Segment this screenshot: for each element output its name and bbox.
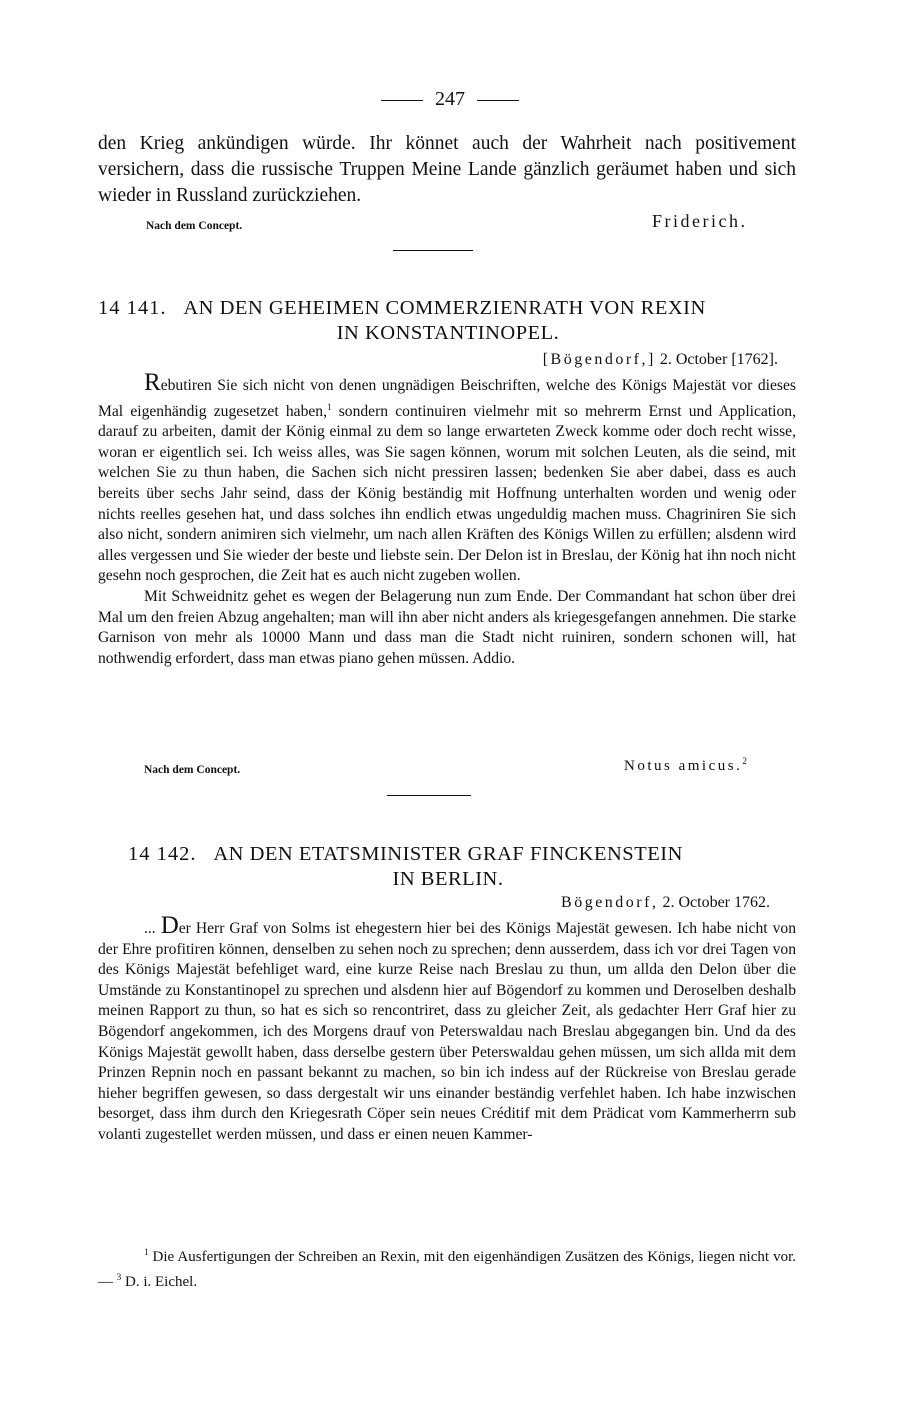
letter-heading-line2: IN KONSTANTINOPEL. [336,322,560,344]
date-place: Bögendorf, [561,894,659,911]
page-number-dash-right [477,100,519,101]
footnote-mark: 1 [327,401,332,412]
letter-heading-line1: AN DEN ETATSMINISTER GRAF FINCKENSTEIN [213,843,683,865]
drop-cap: R [144,369,161,396]
ellipsis: ... [144,920,156,937]
letter-body [98,913,796,1146]
signature-text: Notus amicus. [624,758,743,774]
date: 2. October 1762. [662,894,770,911]
letter-heading [98,296,798,346]
footnotes [98,1242,796,1292]
section-divider [387,795,471,796]
body-paragraph: Mit Schweidnitz gehet es wegen der Belagerung nun zum Ende. Der Commandant hat schon über drei Mal um den freien Abzug angehalten; man will ihn aber nicht anders als kriegesgefangen annehmen. Die starke Garnison von mehr als 10000 Mann und dass man die Stadt nicht ruiniren, sondern schonen will, hat nothwendig erfordert, dass man etwas piano gehen müssen. Addio. [98,587,796,667]
body-paragraph: ebutiren Sie sich nicht von denen ungnädigen Beischriften, welche des Königs Majestät vor dieses Mal eigenhändig zugesetzet haben, [98,377,796,420]
footnote-text: D. i. Eichel. [125,1274,198,1290]
footnote-mark: 3 [116,1272,122,1282]
drop-cap: D [160,912,179,939]
body-paragraph: er Herr Graf von Solms ist ehegestern hier bei des Königs Majestät gewesen. Ich habe nicht von der Ehre profitiren können, denselben zu sehen noch zu sprechen; denn ausserdem, dass ich vor drei Tagen von des Königs Majestät befehliget ward, eine kurze Reise nach Breslau zu thun, um allda den Delon über die Umstände zu Konstantinopel zu sprechen und alsdenn hier auf Bögendorf zu kommen und Deroselben deshalb meinen Rapport zu thun, so hat es sich so rencontriret, dass zu gleicher Zeit, als gedachter Herr Graf hier zu Bögendorf angekommen, ich des Morgens drauf von Peterswaldau nach Breslau abgegangen bin. Und da des Königs Majestät gewollt haben, dass derselbe gestern über Peterswaldau gehen müssen, um sich allda mit dem Prinzen Repnin noch en passant bekannt zu machen, so bin ich indess auf der Rückreise von Breslau gerade hieher begriffen gewesen, so dass dergestalt wir uns einander beständig verfehlet haben. Ich habe inzwischen besorget, dass ihm durch den Kriegesrath Cöper sein neues Créditif mit dem Prädicat vom Kammerherrn sub volanti zugestellet werden müssen, und dass er einen neuen Kammer- [98,920,796,1143]
body-paragraph-continued: sondern continuiren vielmehr mit so mehrerm Ernst und Application, darauf zu arbeiten, damit der König einmal zu dem so lange erwarteten Zweck komme oder doch recht wisse, woran er eigentlich sei. Ich weiss alles, was Sie sagen können, worum mit solchen Leuten, als die seind, mit welchen Sie zu thun haben, die Sachen sich nicht pressiren lassen; bedenken Sie aber dabei, dass es auch bereits über sechs Jahr seind, dass der König beständig mit Hoffnung unterhalten worden und wenig oder nichts reelles gesehen hat, und dass solches ihn endlich etwas ungeduldig machen muss. Chagriniren Sie sich also nicht, sondern animiren sich vielmehr, um nach allen Kräften des Königs Willen zu erfüllen; alsdenn wird alles vergessen und Sie wieder der beste und liebste sein. Der Delon ist in Breslau, der König hat ihn noch nicht gesehn noch gesprochen, die Zeit hat es auch nicht zugeben wollen. [98,402,797,585]
signature: Friderich. [652,211,748,231]
letter-number: 14 141. [98,297,167,319]
date-place: [Bögendorf,] [542,351,656,368]
letter-heading-line2: IN BERLIN. [392,868,504,890]
footnote-mark: 2 [742,756,750,766]
date: 2. October [1762]. [659,351,778,368]
letter-heading-line1: AN DEN GEHEIMEN COMMERZIENRATH VON REXIN [183,297,706,319]
letter-dateline [98,894,770,912]
page-number-dash-left [381,100,423,101]
signature [624,756,749,775]
source-note: Nach dem Concept. [144,764,241,776]
footnote-text: Die Ausfertigungen der Schreiben an Rexin, mit den eigenhändigen Zusätzen des Königs, liegen nicht vor. [152,1249,797,1265]
letter-heading [128,842,768,892]
page-number-line [0,88,900,111]
letter-dateline [98,351,778,369]
continuation-paragraph: den Krieg ankündigen würde. Ihr könnet auch der Wahrheit nach positivement versichern, dass die russische Truppen Meine Lande gänzlich geräumet haben und sich wieder in Russland zurückziehen. [98,133,796,206]
letter-number: 14 142. [128,843,197,865]
source-note: Nach dem Concept. [146,220,243,232]
footnote-separator: — [98,1274,113,1290]
page-number: 247 [435,88,465,110]
section-divider [393,250,473,251]
footnote-mark: 1 [144,1247,149,1257]
letter-body [98,370,796,669]
